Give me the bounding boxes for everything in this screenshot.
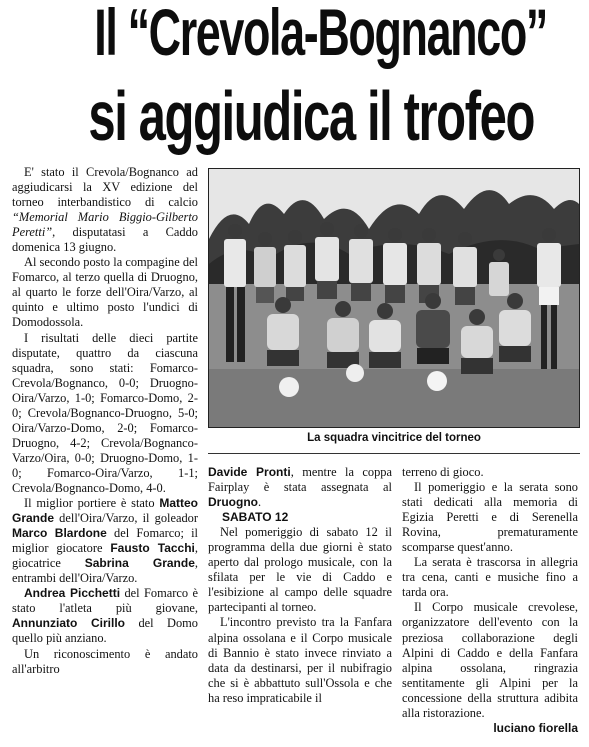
headline-line-2: si aggiudica il trofeo: [88, 77, 535, 155]
paragraph-evening: La serata è trascorsa in allegria tra cena, canti e musiche fino a tarda ora.: [402, 555, 578, 600]
article-column-3: [402, 465, 578, 736]
paragraph-intro: E' stato il Crevola/Bognanco ad aggiudicarsi la XV edizione del torneo interbandistico di calcio “Memorial Mario Biggio-Gilberto Peretti”, disputatasi a Caddo domenica 13 giugno.: [12, 165, 198, 255]
section-subhead: SABATO 12: [222, 510, 289, 525]
paragraph-athletes: Andrea Picchetti del Fomarco è stato l'atleta più giovane, Annunziato Cirillo del Domo quello più anziano.: [12, 586, 198, 646]
paragraph-results: I risultati delle dieci partite disputate, quattro da ciascuna squadra, sono stati: Fomarco-Crevola/Bognanco, 0-0; Druogno-Oira/Varzo, 1-0; Fomarco-Domo, 2-0; Crevola/Bognanco-Druogno, 5-0; Oira/Varzo-Domo, 2-0; Fomarco-Druogno, 4-2; Crevola/Bognanco-Varzo/Oira, 0-0; Druogno-Domo, 1-0; Fomarco-Oira/Varzo, 1-1; Crevola/Bognanco-Domo, 4-0.: [12, 330, 198, 495]
paragraph-thanks: Il Corpo musicale crevolese, organizzatore dell'evento con la preziosa collaborazione degli Alpini di Caddo e della Fanfara alpina ossolana, ringrazia sentitamente gli Alpini per la concessione della struttura adibita alla ristorazione.: [402, 600, 578, 720]
caption-rule: [208, 453, 580, 454]
team-photo-illustration: [209, 169, 579, 427]
paragraph-postponed: L'incontro previsto tra la Fanfara alpina ossolana e il Corpo musicale di Bannio è stato invece rinviato a data da destinarsi, per il nubifragio che si è abbattuto sull'Ossola e che ha reso impraticabile il: [208, 615, 392, 705]
author-signature: luciano fiorella: [493, 720, 578, 735]
paragraph-continuation: terreno di gioco.: [402, 465, 484, 479]
paragraph-saturday: Nel pomeriggio di sabato 12 il programma della due giorni è stato aperto dal prologo musicale, con la sfilata per le vie di Caddo e l'esibizione al campo delle squadre partecipanti al torneo.: [208, 525, 392, 615]
paragraph-referee: Davide Pronti, mentre la coppa Fairplay è stata assegnata al Druogno.: [208, 465, 392, 510]
article-column-1: [12, 165, 198, 677]
photo-caption: La squadra vincitrice del torneo: [307, 432, 481, 444]
paragraph-memorial: Il pomeriggio e la serata sono stati dedicati alla memoria di Egizia Peretti e di Serenella Rovina, prematuramente scomparse quest'anno.: [402, 480, 578, 555]
team-photo: [208, 168, 580, 428]
paragraph-awards: Il miglior portiere è stato Matteo Grande dell'Oira/Varzo, il goleador Marco Blardone del Fomarco; il miglior giocatore Fausto Tacchi, giocatrice Sabrina Grande, entrambi dell'Oira/Varzo.: [12, 496, 199, 586]
paragraph-rankings: Al secondo posto la compagine del Fomarco, al terzo quella di Druogno, al quarto le forze dell'Oira/Varzo, al quinto e ultimo posto l'undici di Domodossola.: [12, 255, 198, 330]
article-column-2: [208, 465, 392, 706]
paragraph-recognition: Un riconoscimento è andato all'arbitro: [12, 646, 198, 676]
headline-line-1: Il “Crevola-Bognanco”: [94, 0, 547, 69]
